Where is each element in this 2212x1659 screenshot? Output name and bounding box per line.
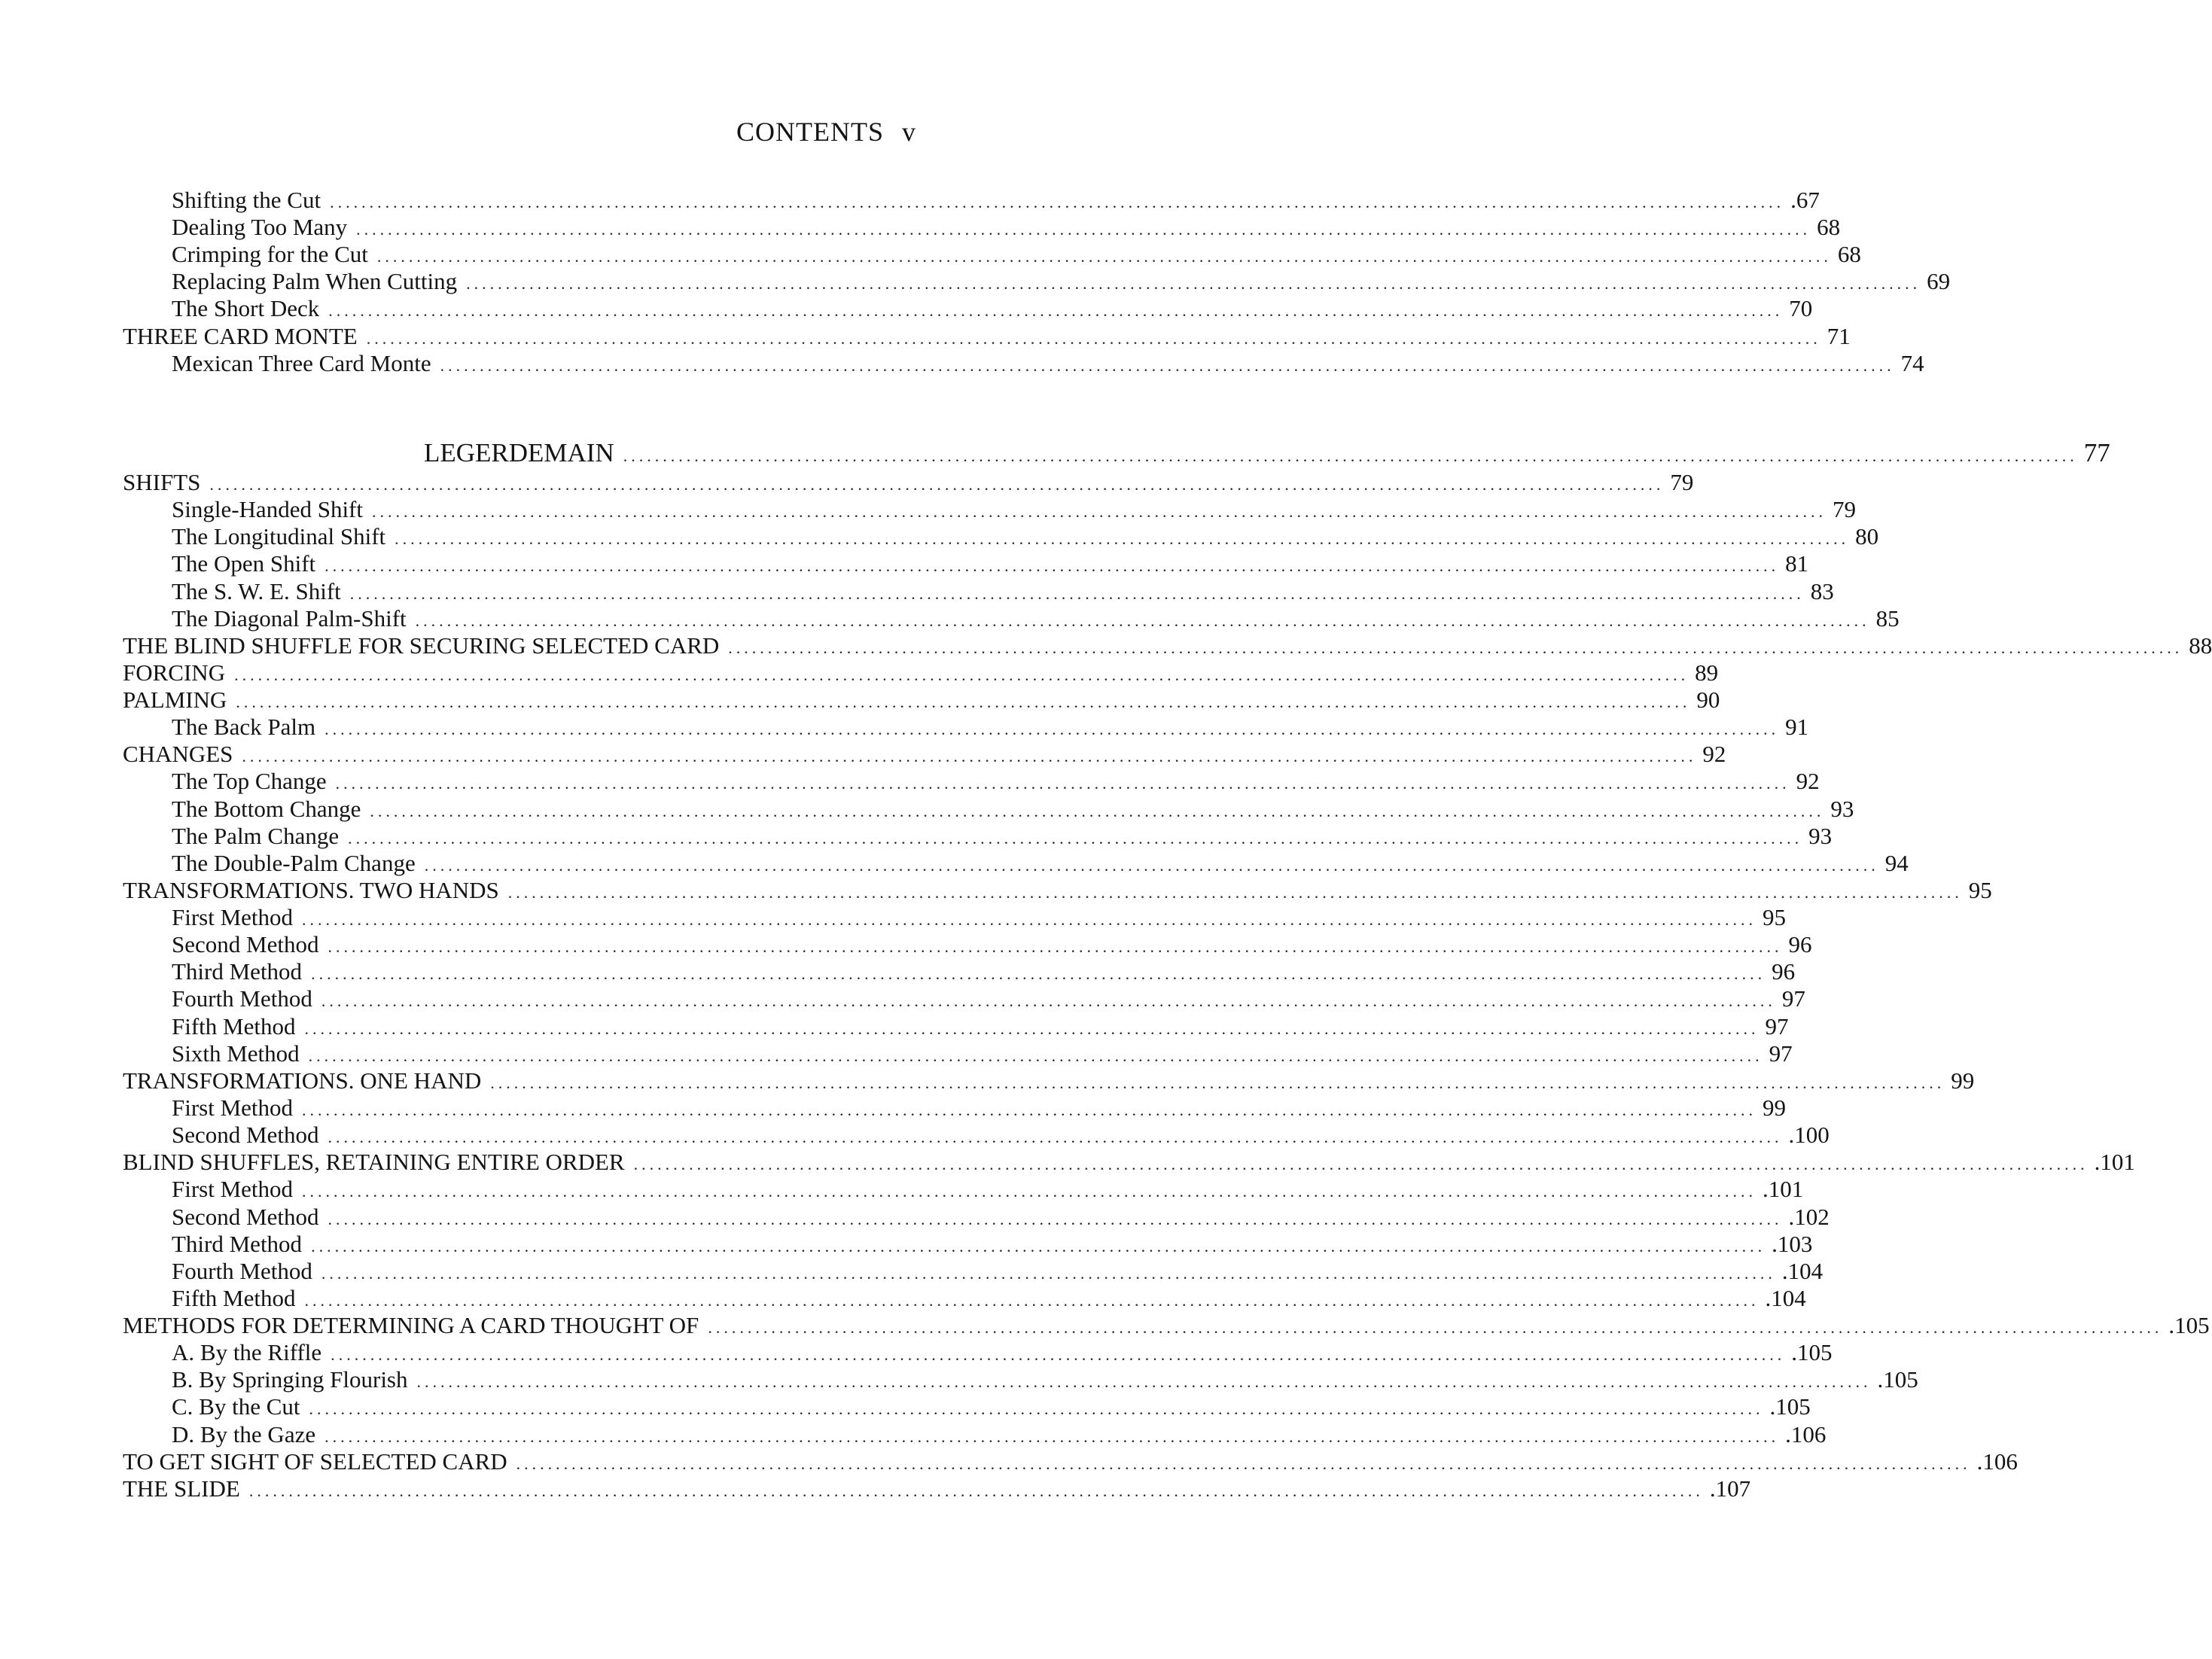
toc-entry-sub — [123, 796, 1854, 823]
toc-dot-leader: ........................................................................................................................................................................................ — [328, 1210, 1783, 1228]
toc-entry-sub — [123, 931, 1812, 958]
toc-entry-title: The Short Deck — [172, 295, 320, 321]
toc-entry-main — [123, 1448, 2018, 1475]
toc-dot-leader: ........................................................................................................................................................................................ — [248, 1481, 1704, 1500]
toc-entry-title: C. By the Cut — [172, 1393, 300, 1420]
toc-entry-main — [123, 686, 1720, 714]
toc-entry-page: .106 — [1785, 1421, 1827, 1447]
toc-dot-leader: ........................................................................................................................................................................................ — [330, 193, 1785, 212]
toc-dot-leader: ........................................................................................................................................................................................ — [415, 611, 1870, 630]
toc-dot-leader: ........................................................................................................................................................................................ — [209, 475, 1665, 494]
toc-dot-leader: ........................................................................................................................................................................................ — [328, 1128, 1783, 1146]
toc-entry-title: Mexican Three Card Monte — [172, 350, 431, 376]
toc-dot-leader: ........................................................................................................................................................................................ — [633, 1155, 2089, 1173]
toc-entry-page: 92 — [1796, 768, 1820, 794]
toc-entry-title: Third Method — [172, 958, 303, 985]
toc-entry-sub — [123, 350, 1924, 377]
toc-entry-page: 77 — [2083, 438, 2110, 467]
toc-entry-sub — [123, 496, 1856, 523]
toc-entry-title: TRANSFORMATIONS. TWO HANDS — [123, 877, 499, 903]
toc-entry-sub — [123, 187, 1820, 214]
toc-entry-sub — [123, 1122, 1830, 1149]
toc-entry-title: Fifth Method — [172, 1013, 296, 1040]
toc-entry-page: 68 — [1837, 241, 1861, 267]
toc-entry-title: First Method — [172, 1094, 294, 1121]
toc-entry-main — [123, 741, 1726, 768]
toc-entry-sub — [123, 1285, 1806, 1312]
toc-entry-title: The Back Palm — [172, 714, 316, 740]
toc-dot-leader: ........................................................................................................................................................................................ — [311, 964, 1766, 983]
toc-dot-leader: ........................................................................................................................................................................................ — [372, 502, 1827, 521]
toc-entry-sub — [123, 241, 1861, 268]
toc-entry-sub — [123, 295, 1813, 322]
toc-dot-leader: ........................................................................................................................................................................................ — [490, 1073, 1945, 1092]
toc-entry-title: Fourth Method — [172, 985, 312, 1012]
toc-entry-page: .105 — [1791, 1339, 1833, 1365]
toc-entry-title: The Longitudinal Shift — [172, 523, 386, 549]
toc-dot-leader: ........................................................................................................................................................................................ — [424, 856, 1879, 875]
toc-dot-leader: ........................................................................................................................................................................................ — [308, 1046, 1763, 1065]
toc-entry-page: .101 — [2094, 1149, 2135, 1175]
toc-entry-sub — [123, 578, 1834, 605]
toc-entry-sub — [123, 1040, 1793, 1067]
toc-entry-page: .100 — [1788, 1122, 1830, 1148]
toc-entry-sub — [123, 1366, 1918, 1393]
toc-entry-page: 99 — [1763, 1094, 1787, 1121]
toc-entry-title: CHANGES — [123, 741, 233, 767]
toc-entry-sub — [123, 1231, 1813, 1258]
toc-dot-leader: ........................................................................................................................................................................................ — [311, 1237, 1766, 1256]
toc-entry-main — [123, 323, 1851, 350]
toc-entry-page: .105 — [1877, 1366, 1918, 1393]
toc-dot-leader: ........................................................................................................................................................................................ — [321, 991, 1776, 1010]
toc-entry-page: 85 — [1875, 605, 1900, 632]
toc-entry-main — [123, 632, 2212, 659]
toc-entry-title: Fifth Method — [172, 1285, 296, 1311]
toc-entry-title: Third Method — [172, 1231, 303, 1257]
toc-dot-leader: ........................................................................................................................................................................................ — [376, 247, 1832, 266]
toc-entry-page: 97 — [1769, 1040, 1793, 1067]
toc-entry-title: TRANSFORMATIONS. ONE HAND — [123, 1067, 482, 1094]
toc-entry-page: 79 — [1670, 469, 1694, 495]
toc-entry-sub — [123, 605, 1900, 632]
toc-dot-leader: ........................................................................................................................................................................................ — [708, 1318, 2163, 1337]
toc-entry-title: PALMING — [123, 686, 227, 713]
toc-entry-main — [123, 1312, 2210, 1339]
toc-entry-page: .105 — [1769, 1393, 1811, 1420]
toc-entry-title: Crimping for the Cut — [172, 241, 368, 267]
toc-dot-leader: ........................................................................................................................................................................................ — [370, 802, 1825, 820]
toc-dot-leader: ........................................................................................................................................................................................ — [416, 1372, 1872, 1391]
toc-entry-page: 71 — [1827, 323, 1851, 349]
toc-entry-title: The Double-Palm Change — [172, 850, 416, 876]
toc-entry-sub — [123, 1393, 1811, 1420]
toc-entry-sub — [123, 904, 1787, 931]
toc-dot-leader: ........................................................................................................................................................................................ — [728, 638, 2183, 657]
toc-entry-sub — [123, 985, 1805, 1012]
toc-entry-title: BLIND SHUFFLES, RETAINING ENTIRE ORDER — [123, 1149, 625, 1175]
toc-entry-sub — [123, 1204, 1830, 1231]
toc-dot-leader: ........................................................................................................................................................................................ — [356, 220, 1811, 239]
toc-entry-title: LEGERDEMAIN — [424, 438, 614, 467]
toc-entry-title: The Palm Change — [172, 823, 340, 849]
toc-dot-leader: ........................................................................................................................................................................................ — [349, 584, 1805, 603]
toc-entry-page: 80 — [1855, 523, 1879, 549]
running-head — [736, 116, 916, 148]
toc-entry-page: 92 — [1702, 741, 1726, 767]
toc-entry-main — [123, 1475, 1751, 1502]
toc-entry-page: .101 — [1763, 1176, 1804, 1202]
toc-entry-page: .103 — [1772, 1231, 1813, 1257]
toc-entry-main — [123, 1067, 1975, 1094]
toc-entry-page: .106 — [1976, 1448, 2018, 1475]
toc-entry-page: 93 — [1830, 796, 1854, 822]
toc-entry-page: 74 — [1900, 350, 1924, 376]
toc-entry-title: THREE CARD MONTE — [123, 323, 358, 349]
toc-entry-sub — [123, 1176, 1804, 1203]
toc-dot-leader: ........................................................................................................................................................................................ — [507, 883, 1963, 902]
toc-entry-page: 79 — [1833, 496, 1856, 522]
toc-entry-page: .107 — [1709, 1475, 1751, 1502]
toc-entry-title: Second Method — [172, 931, 319, 957]
toc-entry-title: Second Method — [172, 1204, 319, 1230]
toc-entry-title: Sixth Method — [172, 1040, 300, 1067]
toc-dot-leader: ........................................................................................................................................................................................ — [236, 693, 1691, 711]
toc-entry-sub — [123, 823, 1833, 850]
toc-entry-page: .104 — [1765, 1285, 1806, 1311]
toc-dot-leader: ........................................................................................................................................................................................ — [395, 529, 1850, 548]
toc-entry-sub — [123, 1094, 1787, 1122]
toc-entry-page: 97 — [1765, 1013, 1789, 1040]
toc-entry-sub — [123, 1339, 1833, 1366]
toc-entry-page: 93 — [1808, 823, 1833, 849]
toc-entry-title: The Bottom Change — [172, 796, 361, 822]
toc-entry-main — [123, 877, 1992, 904]
toc-entry-page: 88 — [2189, 632, 2212, 659]
toc-entry-title: Dealing Too Many — [172, 214, 348, 240]
toc-dot-leader: ........................................................................................................................................................................................ — [324, 556, 1780, 575]
toc-entry-page: 99 — [1951, 1067, 1975, 1094]
toc-entry-title: Single-Handed Shift — [172, 496, 363, 522]
toc-dot-leader: ........................................................................................................................................................................................ — [324, 1427, 1780, 1446]
toc-entry-title: The S. W. E. Shift — [172, 578, 341, 604]
toc-entry-page: 89 — [1695, 659, 1719, 686]
toc-entry-page: 91 — [1785, 714, 1809, 740]
toc-entry-sub — [123, 268, 1951, 295]
toc-entry-title: D. By the Gaze — [172, 1421, 316, 1447]
toc-dot-leader: ........................................................................................................................................................................................ — [623, 446, 2078, 465]
toc-entry-page: 97 — [1781, 985, 1805, 1012]
toc-entry-sub — [123, 1421, 1827, 1448]
toc-entry-title: METHODS FOR DETERMINING A CARD THOUGHT OF — [123, 1312, 699, 1338]
toc-entry-title: The Open Shift — [172, 550, 316, 577]
toc-entry-page: 83 — [1810, 578, 1834, 604]
toc-entry-page: 70 — [1789, 295, 1813, 321]
toc-entry-title: THE SLIDE — [123, 1475, 240, 1502]
toc-dot-leader: ........................................................................................................................................................................................ — [242, 747, 1697, 766]
toc-dot-leader: ........................................................................................................................................................................................ — [331, 1345, 1786, 1364]
toc-entry-title: A. By the Riffle — [172, 1339, 322, 1365]
toc-entry-main — [123, 1149, 2135, 1176]
toc-dot-leader: ........................................................................................................................................................................................ — [302, 1182, 1757, 1201]
toc-entry-page: 96 — [1788, 931, 1812, 957]
toc-dot-leader: ........................................................................................................................................................................................ — [348, 829, 1803, 848]
toc-entry-title: The Top Change — [172, 768, 327, 794]
toc-entry-page: .102 — [1788, 1204, 1830, 1230]
toc-entry-title: SHIFTS — [123, 469, 201, 495]
toc-dot-leader: ........................................................................................................................................................................................ — [328, 937, 1783, 956]
toc-entry-title: THE BLIND SHUFFLE FOR SECURING SELECTED CARD — [123, 632, 720, 659]
toc-entry-page: .104 — [1781, 1258, 1824, 1284]
toc-entry-page: .105 — [2168, 1312, 2210, 1338]
toc-dot-leader: ........................................................................................................................................................................................ — [309, 1399, 1764, 1418]
toc-entry-page: 69 — [1927, 268, 1951, 294]
toc-entry-sub — [123, 550, 1809, 577]
toc-entry-page: 90 — [1696, 686, 1720, 713]
toc-entry-page: .67 — [1790, 187, 1820, 213]
toc-entry-sub — [123, 714, 1809, 741]
toc-dot-leader: ........................................................................................................................................................................................ — [366, 329, 1821, 348]
toc-entry-page: 81 — [1785, 550, 1809, 577]
toc-dot-leader: ........................................................................................................................................................................................ — [304, 1019, 1760, 1038]
toc-entry-title: FORCING — [123, 659, 226, 686]
toc-entry-title: TO GET SIGHT OF SELECTED CARD — [123, 1448, 507, 1475]
toc-entry-page: 96 — [1772, 958, 1796, 985]
toc-entry-title: The Diagonal Palm-Shift — [172, 605, 407, 632]
toc-dot-leader: ........................................................................................................................................................................................ — [328, 301, 1784, 320]
toc-dot-leader: ........................................................................................................................................................................................ — [302, 910, 1757, 929]
toc-entry-title: First Method — [172, 1176, 294, 1202]
toc-dot-leader: ........................................................................................................................................................................................ — [321, 1264, 1776, 1283]
toc-entry-page: 95 — [1968, 877, 1992, 903]
page-numeral: v — [902, 117, 916, 147]
toc-dot-leader: ........................................................................................................................................................................................ — [440, 356, 1895, 375]
toc-dot-leader: ........................................................................................................................................................................................ — [466, 274, 1921, 293]
toc-entry-sub — [123, 768, 1820, 795]
toc-entry-sub — [123, 1013, 1789, 1040]
toc-entry-page: 68 — [1817, 214, 1841, 240]
toc-entry-sub — [123, 523, 1879, 550]
toc-section-heading — [123, 437, 2110, 470]
toc-entry-page: 94 — [1884, 850, 1909, 876]
toc-entry-title: Fourth Method — [172, 1258, 312, 1284]
toc-dot-leader: ........................................................................................................................................................................................ — [234, 665, 1689, 684]
toc-entry-sub — [123, 1258, 1824, 1285]
toc-dot-leader: ........................................................................................................................................................................................ — [304, 1291, 1760, 1310]
running-head-title: CONTENTS — [736, 117, 884, 147]
toc-entry-sub — [123, 958, 1796, 985]
toc-dot-leader: ........................................................................................................................................................................................ — [516, 1454, 1971, 1473]
toc-entry-main — [123, 659, 1719, 686]
toc-entry-sub — [123, 850, 1909, 877]
toc-entry-sub — [123, 214, 1841, 241]
toc-entry-title: Replacing Palm When Cutting — [172, 268, 458, 294]
toc-dot-leader: ........................................................................................................................................................................................ — [335, 774, 1790, 793]
toc-entry-main — [123, 469, 1694, 496]
toc-entry-title: First Method — [172, 904, 294, 930]
toc-entry-page: 95 — [1763, 904, 1787, 930]
toc-dot-leader: ........................................................................................................................................................................................ — [324, 720, 1780, 738]
toc-entry-title: Second Method — [172, 1122, 319, 1148]
toc-dot-leader: ........................................................................................................................................................................................ — [302, 1100, 1757, 1119]
toc-entry-title: Shifting the Cut — [172, 187, 321, 213]
toc-entry-title: B. By Springing Flourish — [172, 1366, 408, 1393]
